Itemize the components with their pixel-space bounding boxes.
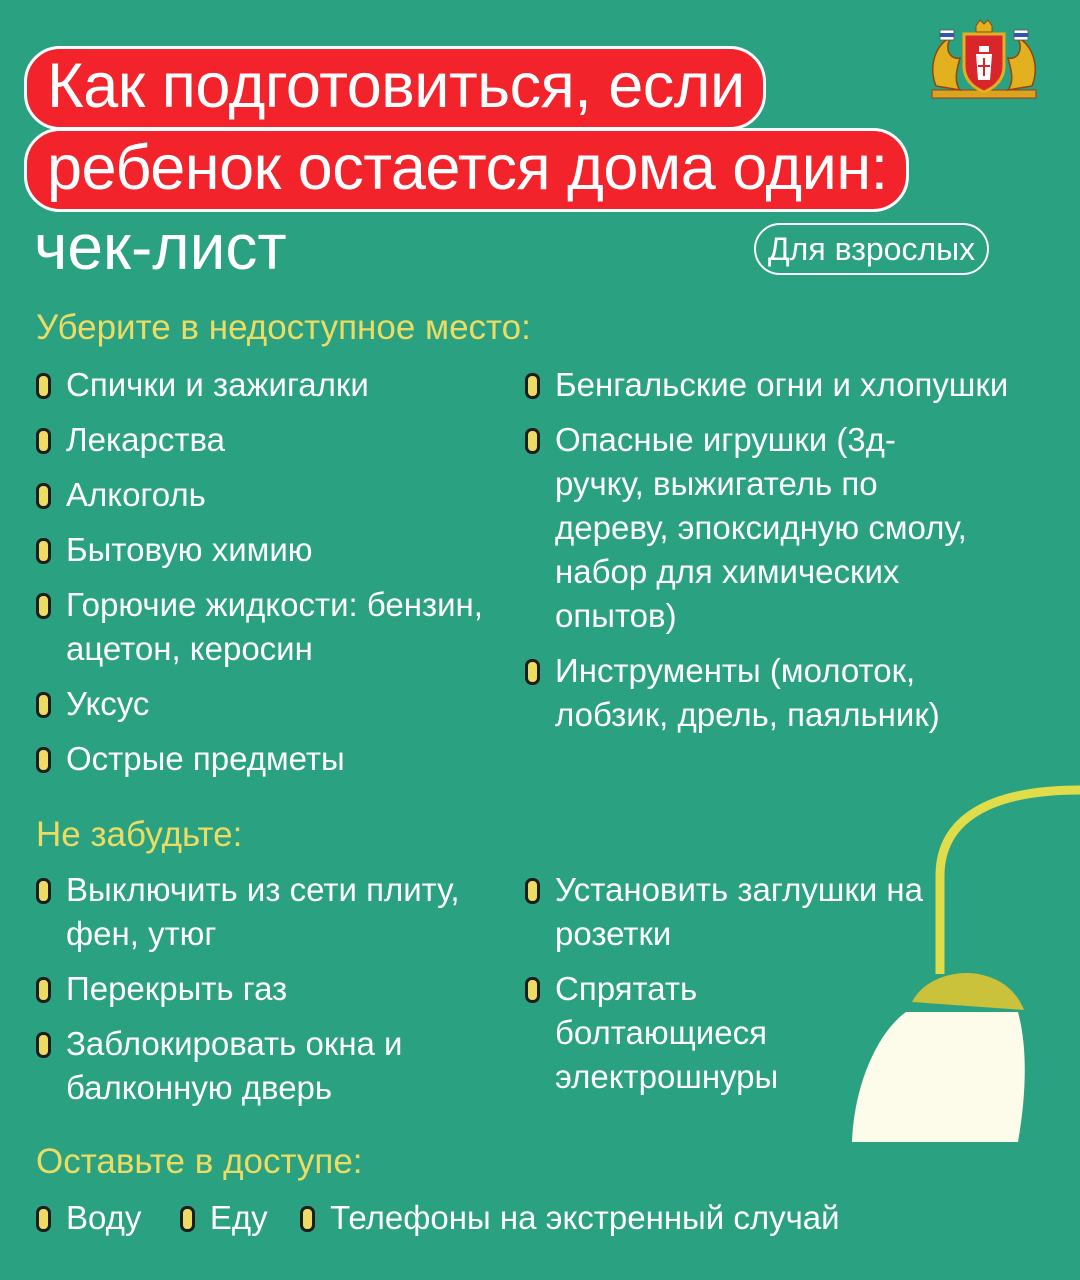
bullet-marker-icon [525, 878, 540, 904]
coat-of-arms-icon [926, 16, 1042, 102]
bullet-marker-icon [36, 483, 51, 509]
bullet-marker-icon [525, 977, 540, 1003]
list-item: Еду [180, 1196, 268, 1240]
bullet-marker-icon [36, 593, 51, 619]
list-item: Алкоголь [36, 473, 516, 517]
list-item: Перекрыть газ [36, 967, 526, 1011]
bullet-marker-icon [36, 538, 51, 564]
list-item: Бытовую химию [36, 528, 516, 572]
list-item: Опасные игрушки (3д-ручку, выжигатель по дереву, эпоксидную смолу, набор для химических опытов) [525, 418, 975, 638]
list-item: Уксус [36, 682, 516, 726]
bullet-marker-icon [525, 373, 540, 399]
bullet-marker-icon [36, 977, 51, 1003]
bullet-marker-icon [36, 1206, 51, 1232]
remove-list-left [36, 363, 516, 792]
list-item: Телефоны на экстренный случай [300, 1196, 840, 1240]
list-item: Острые предметы [36, 737, 516, 781]
section-heading-remember: Не забудьте: [36, 815, 243, 854]
page-subtitle: чек-лист [34, 211, 287, 283]
remember-list-right [525, 868, 945, 1110]
bullet-marker-icon [36, 1032, 51, 1058]
list-item: Лекарства [36, 418, 516, 462]
list-item: Воду [36, 1196, 141, 1240]
section-heading-leave: Оставьте в доступе: [36, 1142, 363, 1181]
list-item: Инструменты (молоток, лобзик, дрель, паяльник) [525, 649, 995, 737]
list-item: Горючие жидкости: бензин, ацетон, керосин [36, 583, 516, 671]
bullet-marker-icon [300, 1206, 315, 1232]
title-line-1: Как подготовиться, если [24, 46, 766, 130]
remove-list-right [525, 363, 1075, 748]
bullet-marker-icon [36, 692, 51, 718]
bullet-marker-icon [525, 659, 540, 685]
audience-badge: Для взрослых [754, 223, 989, 275]
list-item: Спрятать болтающиеся электрошнуры [525, 967, 855, 1099]
list-item: Выключить из сети плиту, фен, утюг [36, 868, 526, 956]
bullet-marker-icon [36, 428, 51, 454]
bullet-marker-icon [36, 747, 51, 773]
bullet-marker-icon [36, 878, 51, 904]
list-item: Спички и зажигалки [36, 363, 516, 407]
list-item: Заблокировать окна и балконную дверь [36, 1022, 466, 1110]
bullet-marker-icon [525, 428, 540, 454]
section-heading-remove: Уберите в недоступное место: [36, 308, 531, 347]
list-item: Бенгальские огни и хлопушки [525, 363, 1075, 407]
list-item: Установить заглушки на розетки [525, 868, 955, 956]
title-line-2: ребенок остается дома один: [24, 128, 909, 212]
bullet-marker-icon [180, 1206, 195, 1232]
leave-list [36, 1196, 866, 1240]
remember-list-left [36, 868, 526, 1121]
bullet-marker-icon [36, 373, 51, 399]
